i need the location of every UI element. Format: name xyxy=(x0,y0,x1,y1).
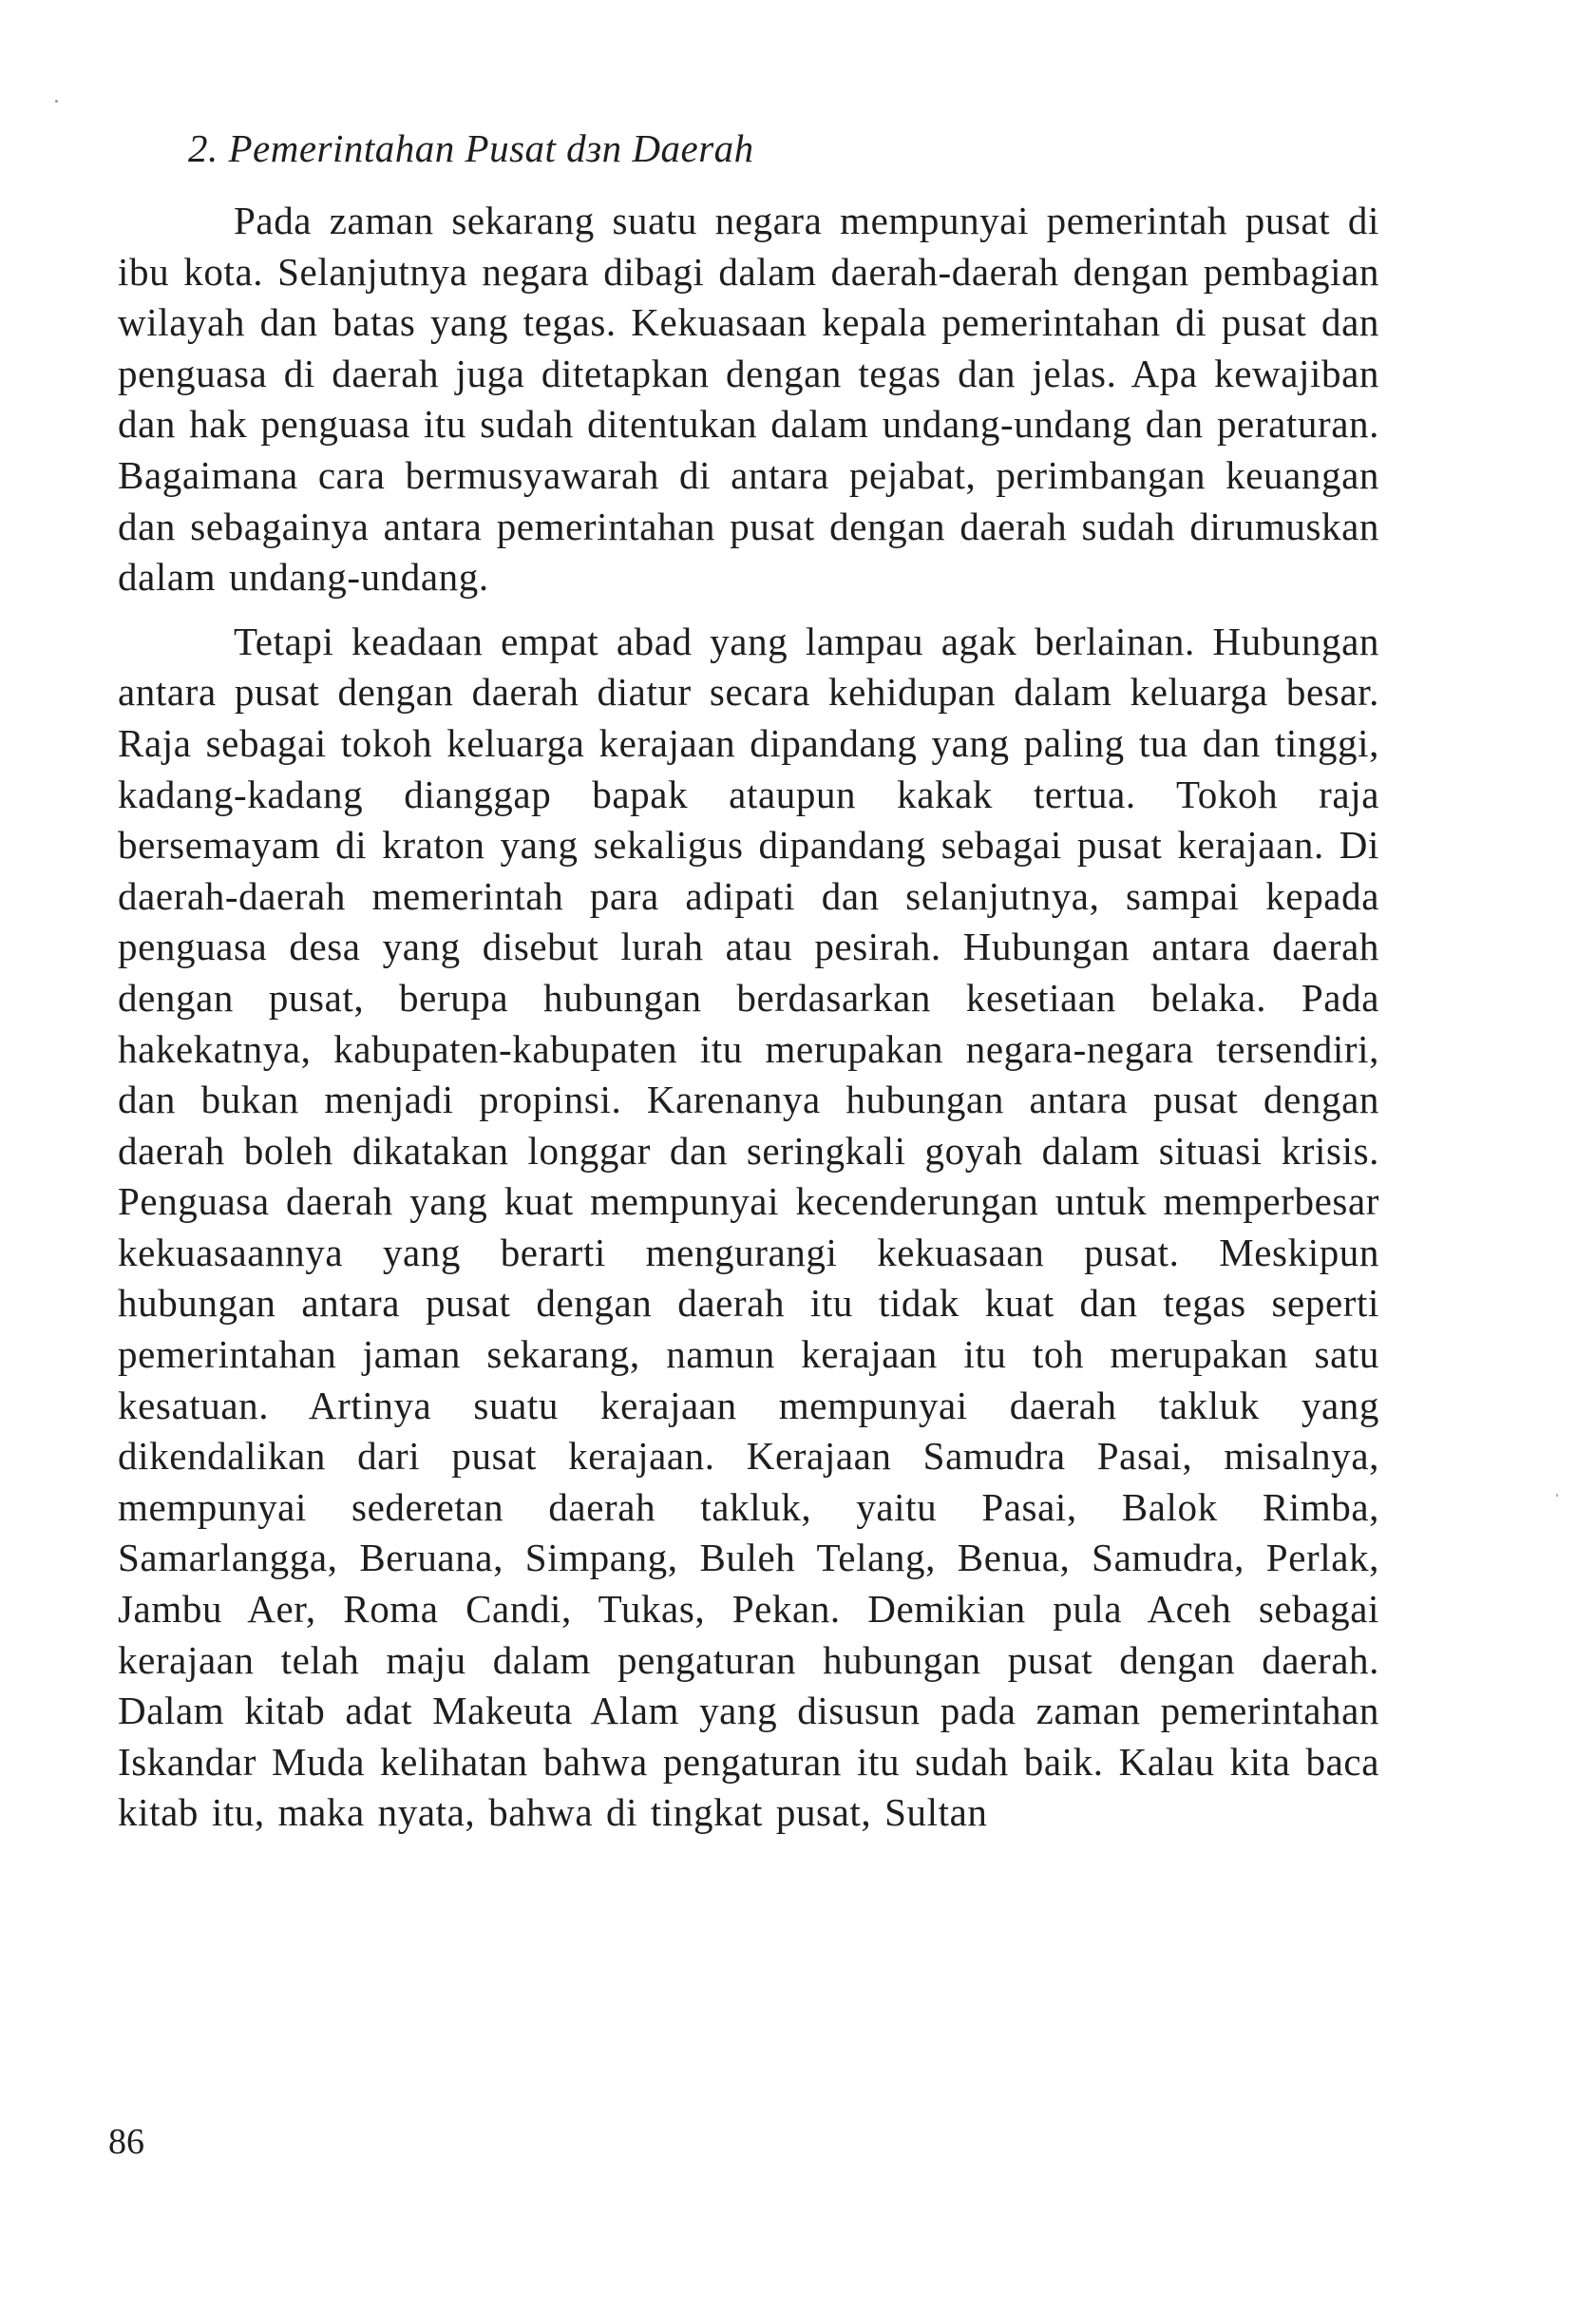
scan-speck xyxy=(1556,1494,1558,1497)
section-heading: 2. Pemerintahan Pusat dзn Daerah xyxy=(188,126,754,170)
body-text xyxy=(118,196,1379,1848)
scan-speck xyxy=(55,100,58,103)
paragraph-2: Tetapi keadaan empat abad yang lampau agak berlainan. Hubungan antara pusat dengan daerah diatur secara kehidupan dalam keluarga besar. Raja sebagai tokoh keluarga kerajaan dipandang yang paling tua dan tinggi, kadang-kadang dianggap bapak ataupun kakak tertua. Tokoh raja bersemayam di kraton yang sekaligus dipandang sebagai pusat kerajaan. Di daerah-daerah memerintah para adipati dan selanjutnya, sampai kepada penguasa desa yang disebut lurah atau pesirah. Hubungan antara daerah dengan pusat, berupa hubungan berdasarkan kesetiaan belaka. Pada hakekatnya, kabupaten-kabupaten itu merupakan negara-negara tersendiri, dan bukan menjadi propinsi. Karenanya hubungan antara pusat dengan daerah boleh dikatakan longgar dan seringkali goyah dalam situasi krisis. Penguasa daerah yang kuat mempunyai kecenderungan untuk memperbesar kekuasaannya yang berarti mengurangi kekuasaan pusat. Meskipun hubungan antara pusat dengan daerah itu tidak kuat dan tegas seperti pemerintahan jaman sekarang, namun kerajaan itu toh merupakan satu kesatuan. Artinya suatu kerajaan mempunyai daerah takluk yang dikendalikan dari pusat kerajaan. Kerajaan Samudra Pasai, misalnya, mempunyai sederetan daerah takluk, yaitu Pasai, Balok Rimba, Samarlangga, Beruana, Simpang, Buleh Telang, Benua, Samudra, Perlak, Jambu Aer, Roma Candi, Tukas, Pekan. Demikian pula Aceh sebagai kerajaan telah maju dalam pengaturan hubungan pusat dengan daerah. Dalam kitab adat Makeuta Alam yang disusun pada zaman pemerintahan Iskandar Muda kelihatan bahwa pengaturan itu sudah baik. Kalau kita baca kitab itu, maka nyata, bahwa di tingkat pusat, Sultan xyxy=(118,619,1379,1835)
page-number: 86 xyxy=(108,2122,144,2162)
paragraph-1: Pada zaman sekarang suatu negara mempunyai pemerintah pusat di ibu kota. Selanjutnya negara dibagi dalam daerah-daerah dengan pembagian wilayah dan batas yang tegas. Kekuasaan kepala pemerintahan di pusat dan penguasa di daerah juga ditetapkan dengan tegas dan jelas. Apa kewajiban dan hak penguasa itu sudah ditentukan dalam undang-undang dan peraturan. Bagaimana cara bermusyawarah di antara pejabat, perimbangan keuangan dan sebagainya antara pemerintahan pusat dengan daerah sudah dirumuskan dalam undang-undang. xyxy=(118,199,1379,600)
